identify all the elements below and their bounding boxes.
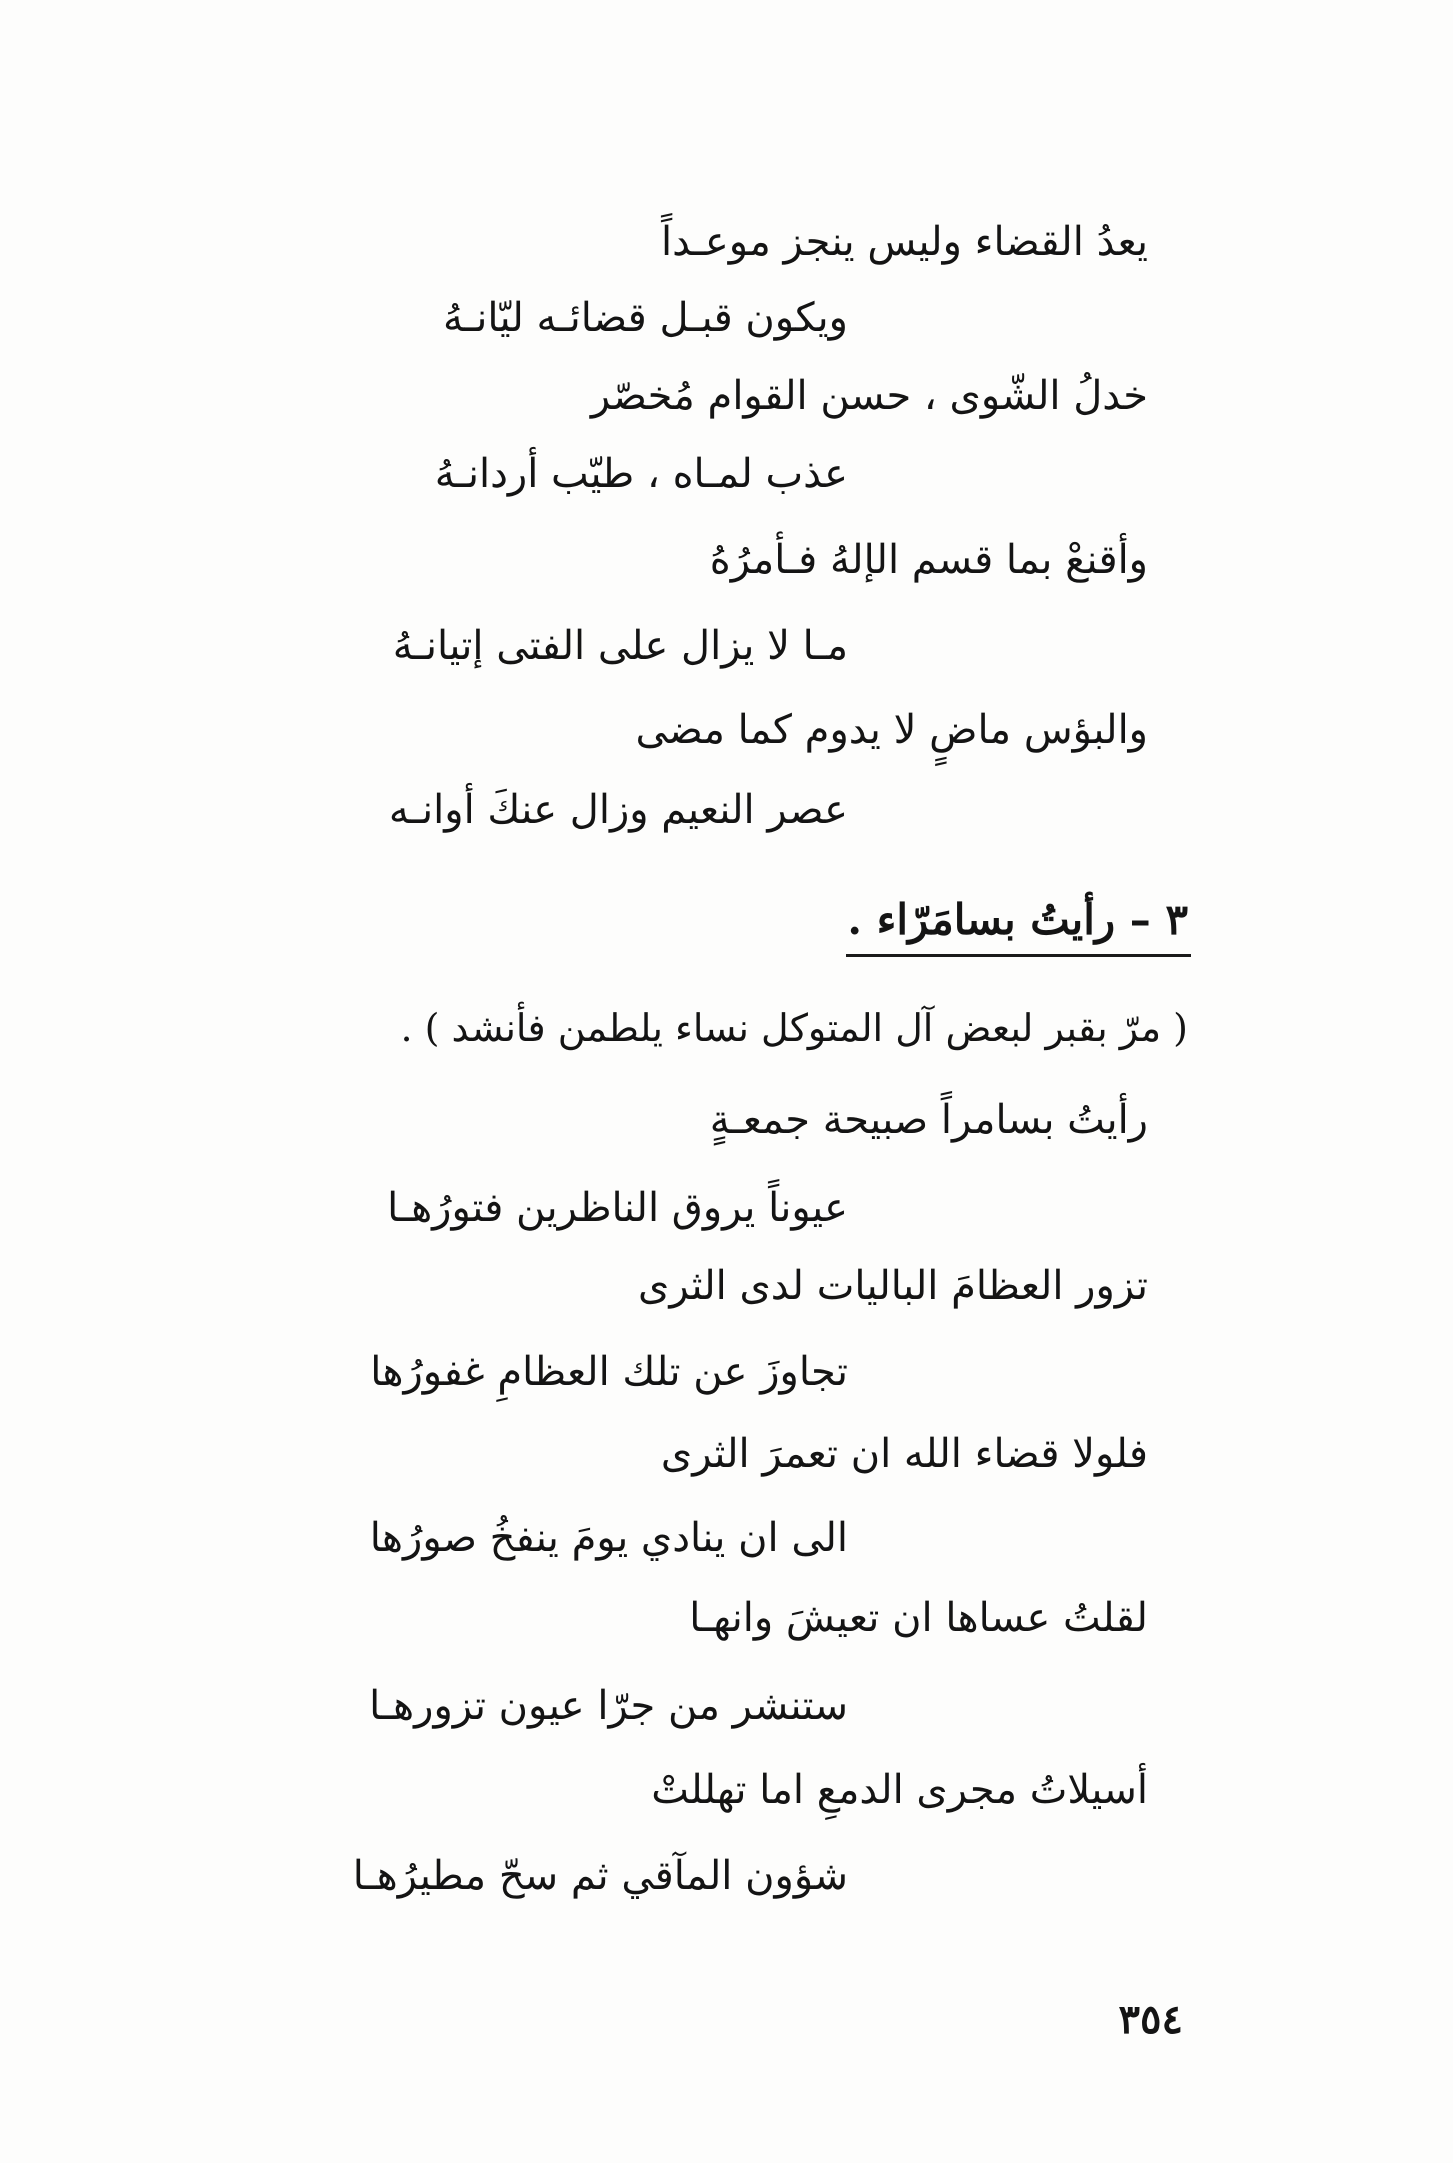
page-number: ٣٥٤: [1118, 1996, 1183, 2043]
poem-line: يعدُ القضاء وليس ينجز موعـداً: [661, 219, 1148, 265]
poem-line: عيوناً يروق الناظرين فتورُهـا: [387, 1185, 848, 1231]
poem-line: والبؤس ماضٍ لا يدوم كما مضى: [635, 707, 1148, 753]
poem-line: عذب لمـاه ، طيّب أردانـهُ: [434, 451, 848, 497]
section-heading: ٣ – رأيتُ بسامَرّاء .: [847, 895, 1188, 944]
poem-line: رأيتُ بسامراً صبيحة جمعـةٍ: [709, 1097, 1148, 1143]
poem-line: الى ان ينادي يومَ ينفخُ صورُها: [369, 1515, 848, 1561]
section-note: ( مرّ بقبر لبعض آل المتوكل نساء يلطمن فأنشد ) .: [400, 1006, 1188, 1050]
poem-line: تجاوزَ عن تلك العظامِ غفورُها: [370, 1349, 848, 1395]
poem-line: أسيلاتُ مجرى الدمعِ اما تهللتْ: [651, 1767, 1148, 1813]
poem-line: مـا لا يزال على الفتى إتيانـهُ: [392, 623, 848, 669]
poem-line: فلولا قضاء الله ان تعمرَ الثرى: [660, 1431, 1148, 1477]
poem-line: خدلُ الشّوى ، حسن القوام مُخصّر: [590, 373, 1148, 419]
poem-line: تزور العظامَ الباليات لدى الثرى: [638, 1263, 1148, 1309]
poem-line: عصر النعيم وزال عنكَ أوانـه: [388, 787, 848, 833]
poem-line: ستنشر من جرّا عيون تزورهـا: [369, 1683, 848, 1729]
poem-line: لقلتُ عساها ان تعيشَ وانهـا: [689, 1595, 1148, 1641]
poem-line: شؤون المآقي ثم سحّ مطيرُهـا: [352, 1853, 848, 1899]
poem-line: ويكون قبـل قضائـه ليّانـهُ: [443, 295, 848, 341]
heading-underline: [846, 954, 1191, 957]
poem-line: وأقنعْ بما قسم الإلهُ فـأمرُهُ: [709, 537, 1148, 583]
